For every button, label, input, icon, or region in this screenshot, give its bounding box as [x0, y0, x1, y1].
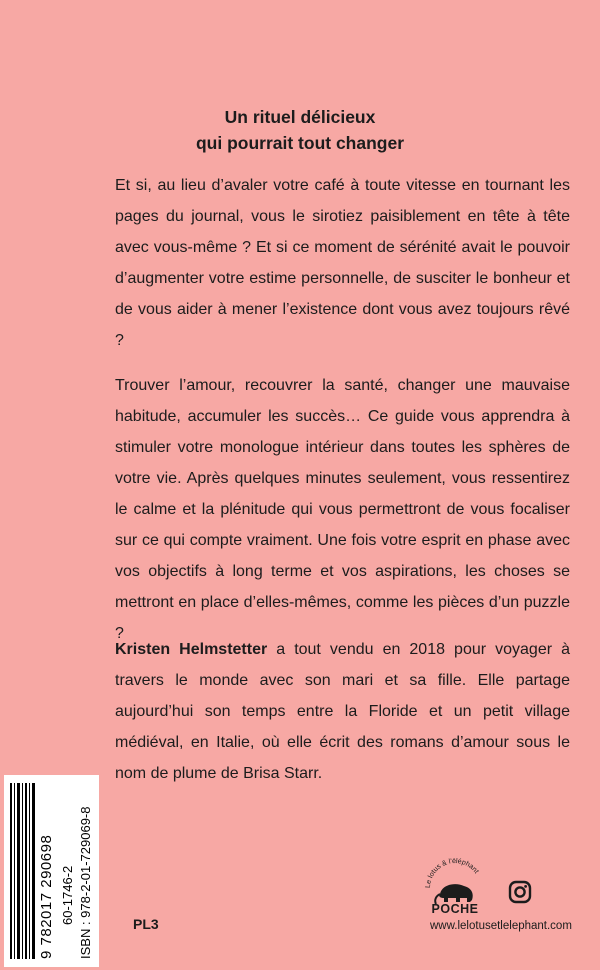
- barcode-number: 9 782017 290698: [38, 834, 55, 959]
- publisher-arc-text: Le lotus & l'éléphant: [424, 858, 480, 889]
- author-bio-text: a tout vendu en 2018 pour voyager à travers le monde avec son mari et sa fille. Elle partage aujourd’hui son temps entre la Floride et un petit village médiéval, en Italie, où elle écrit des romans d’amour sous le nom de plume de Brisa Starr.: [115, 641, 570, 782]
- barcode: [4, 775, 99, 967]
- title-line-1: Un rituel délicieux: [224, 107, 376, 127]
- author-name: Kristen Helmstetter: [115, 641, 268, 658]
- imprint-label: POCHE: [431, 902, 479, 916]
- blurb-title: [0, 104, 600, 156]
- series-code: PL3: [133, 916, 159, 932]
- svg-text:Le lotus & l'éléphant: [425, 858, 480, 888]
- publisher-website-link[interactable]: www.lelotusetlelephant.com: [430, 920, 572, 932]
- title-line-2: qui pourrait tout changer: [195, 133, 405, 153]
- product-code: 60-1746-2: [60, 865, 75, 925]
- paragraph-intro: Et si, au lieu d’avaler votre café à toute vitesse en tournant les pages du journal, vous le sirotiez paisiblement en tête à tête avec vous-même ? Et si ce moment de sérénité avait le pouvoir d’augmenter votre estime personnelle, de susciter le bonheur et de vous aider à mener l’existence dont vous avez toujours rêvé ?: [115, 177, 570, 349]
- isbn-number: ISBN : 978-2-01-729069-8: [78, 806, 93, 959]
- paragraph-author-bio: [115, 634, 570, 789]
- instagram-icon[interactable]: [508, 880, 532, 904]
- paragraph-guide: Trouver l’amour, recouvrer la santé, changer une mauvaise habitude, accumuler les succès… Ce guide vous apprendra à stimuler votre monologue intérieur dans toutes les sphères de votre vie. Après quelques minutes seulement, vous ressentirez le calme et la plénitude qui vous permettront de vous focaliser sur ce qui compte vraiment. Une fois votre esprit en phase avec vos objectifs à long terme et vos aspirations, les choses se mettront en place d’elles-mêmes, comme les pièces d’un puzzle ?: [115, 377, 570, 642]
- barcode-bars: [10, 783, 36, 959]
